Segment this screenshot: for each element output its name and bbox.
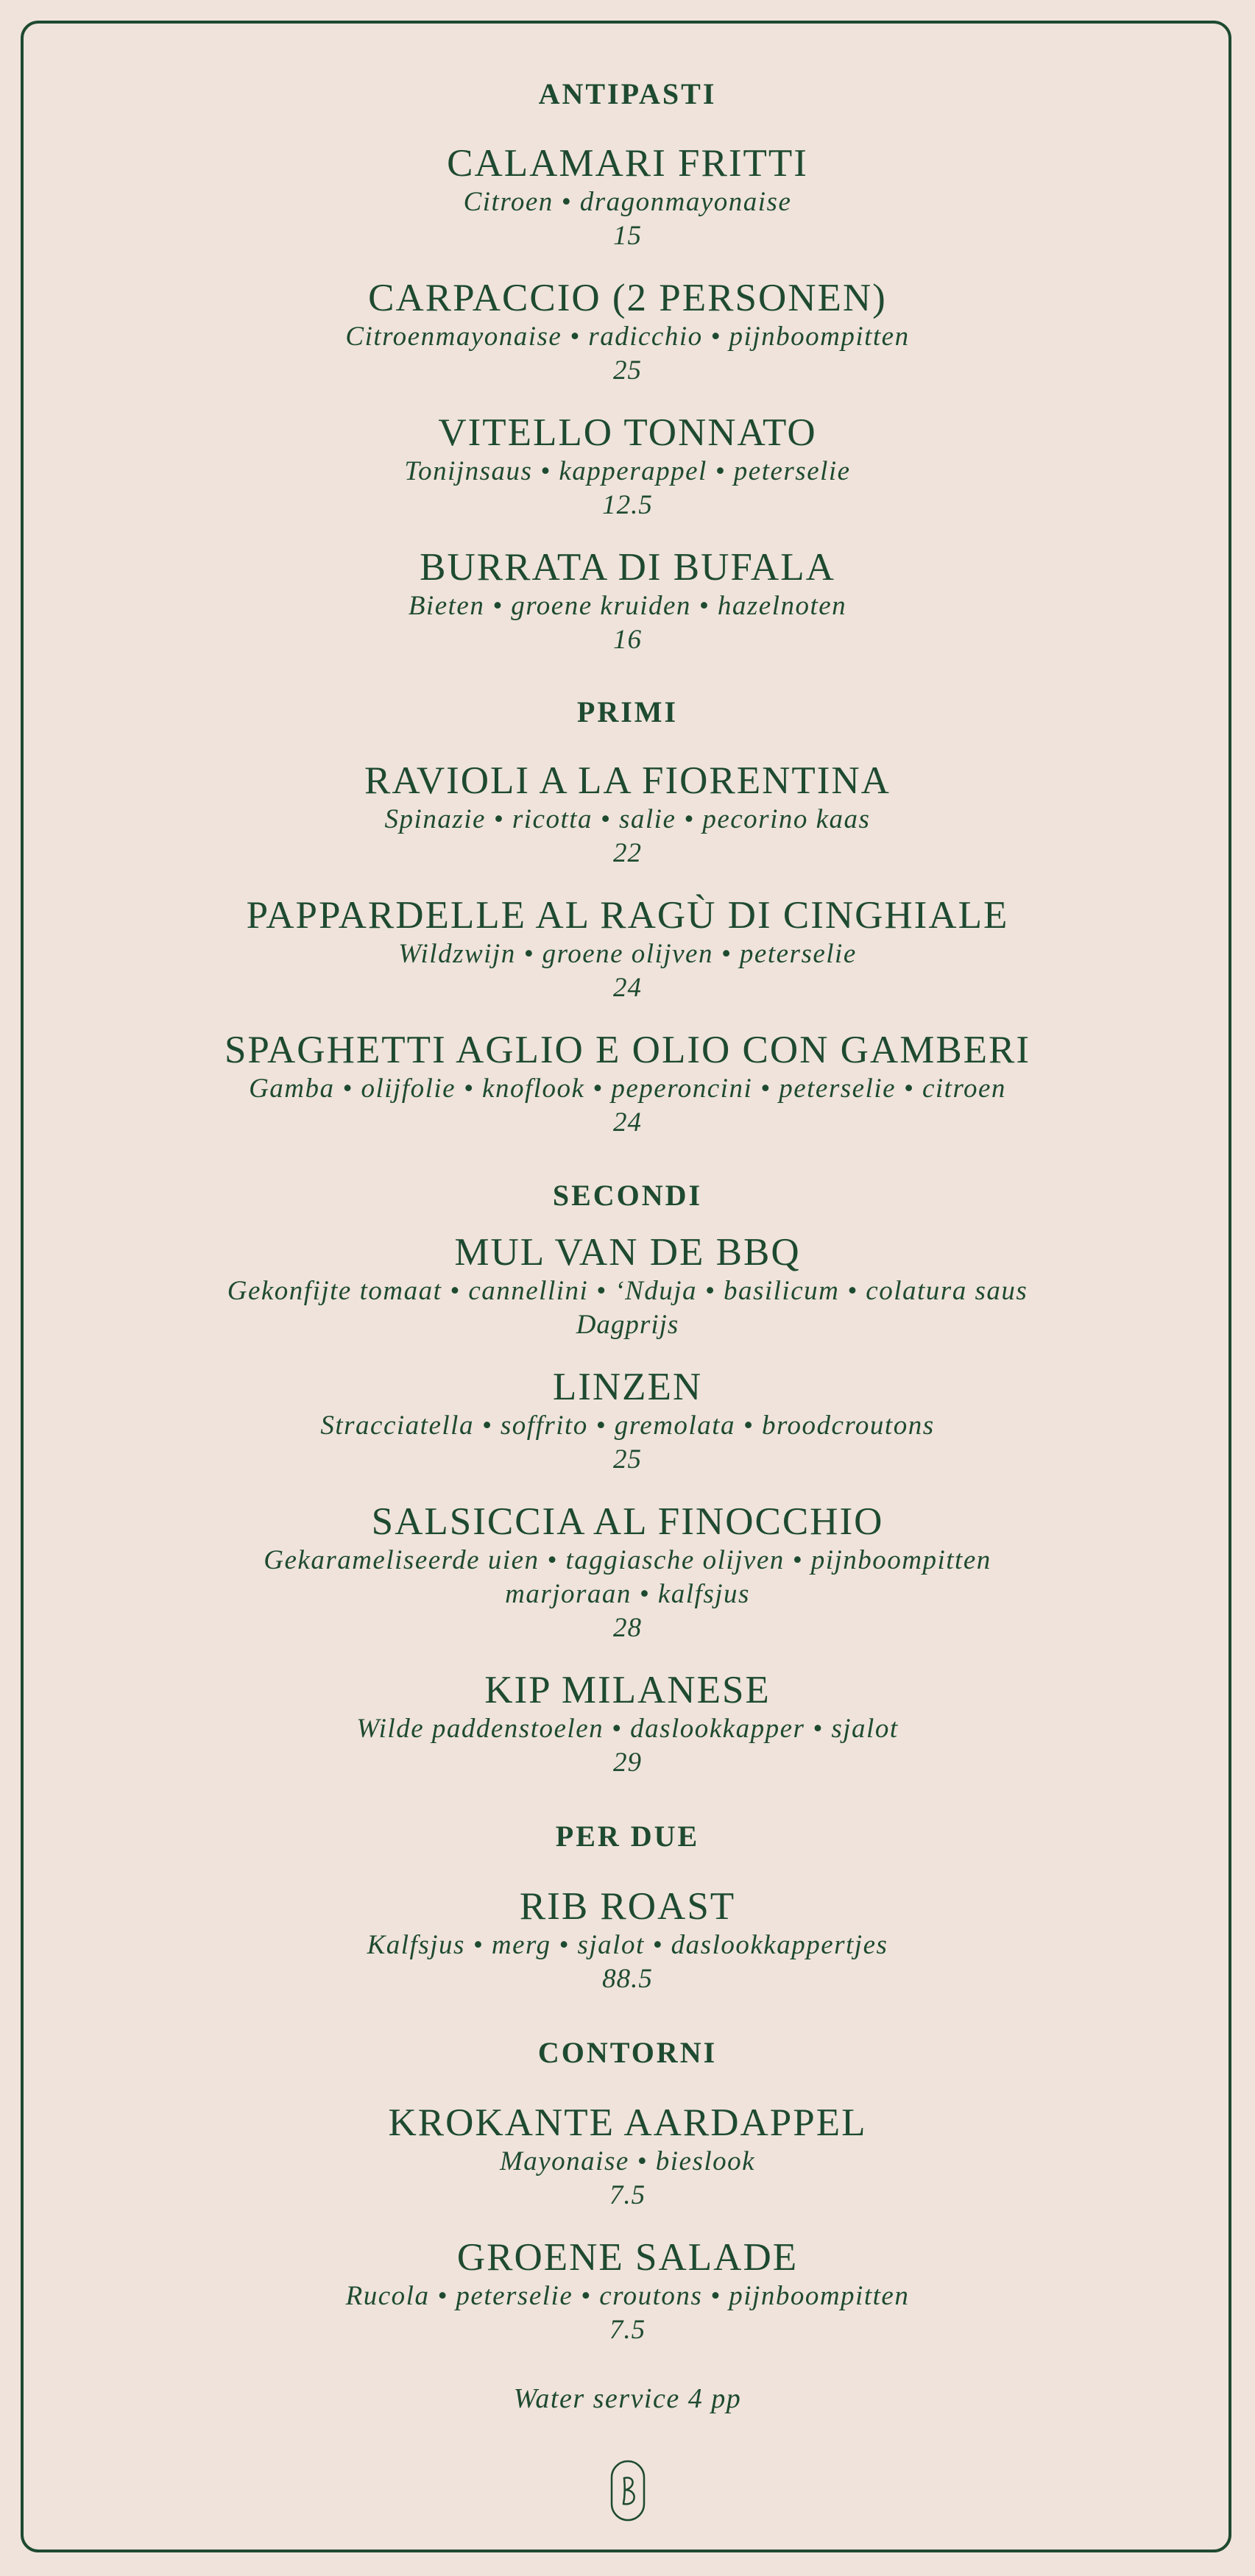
dish-price: 25 xyxy=(613,1444,642,1475)
dish-price: 16 xyxy=(613,625,642,655)
dish-price: 29 xyxy=(613,1748,642,1778)
dish-name: GROENE SALADE xyxy=(456,2236,799,2279)
dish-name: PAPPARDELLE AL RAGÙ DI CINGHIALE xyxy=(246,894,1009,937)
dish-name: BURRATA DI BUFALA xyxy=(420,546,835,589)
dish-description: Tonijnsaus • kapperappel • peterselie xyxy=(404,456,851,486)
dish-price: 28 xyxy=(613,1613,642,1643)
dish-description: Rucola • peterselie • croutons • pijnboompitten xyxy=(345,2281,910,2311)
dish-description: Gamba • olijfolie • knoflook • peperoncini • peterselie • citroen xyxy=(249,1074,1006,1104)
dish-salsiccia-al-finocchio xyxy=(0,1500,1255,1645)
dish-krokante-aardappel xyxy=(0,2101,1255,2213)
dish-name: SPAGHETTI AGLIO E OLIO CON GAMBERI xyxy=(224,1029,1031,1071)
dish-price: 7.5 xyxy=(609,2180,646,2210)
dish-description: Citroen • dragonmayonaise xyxy=(463,187,792,217)
dish-spaghetti-aglio-e-olio xyxy=(0,1028,1255,1140)
dish-linzen xyxy=(0,1365,1255,1477)
dish-name: SALSICCIA AL FINOCCHIO xyxy=(371,1500,884,1543)
dish-price: 88.5 xyxy=(602,1964,653,1994)
dish-price: 25 xyxy=(613,355,642,386)
dish-rib-roast xyxy=(0,1884,1255,1996)
dish-price: 24 xyxy=(613,973,642,1003)
dish-groene-salade xyxy=(0,2235,1255,2347)
dish-description: Wildzwijn • groene olijven • peterselie xyxy=(398,939,857,969)
dish-description: Gekarameliseerde uien • taggiasche olijven • pijnboompitten xyxy=(264,1545,991,1575)
dish-name: VITELLO TONNATO xyxy=(438,411,817,454)
dish-description: Citroenmayonaise • radicchio • pijnboompitten xyxy=(345,322,910,352)
dish-description: Stracciatella • soffrito • gremolata • broodcroutons xyxy=(320,1411,935,1441)
section-title-per-due: PER DUE xyxy=(555,1820,700,1853)
dish-description: Wilde paddenstoelen • daslookkapper • sjalot xyxy=(356,1714,899,1744)
dish-name: LINZEN xyxy=(552,1366,703,1408)
dish-price: 15 xyxy=(613,221,642,251)
dish-description: Mayonaise • bieslook xyxy=(499,2146,756,2176)
section-title-primi: PRIMI xyxy=(576,695,679,728)
dish-vitello-tonnato xyxy=(0,411,1255,522)
dish-burrata-di-bufala xyxy=(0,545,1255,657)
dish-description-line-2: marjoraan • kalfsjus xyxy=(505,1579,750,1609)
dish-name: CARPACCIO (2 PERSONEN) xyxy=(368,277,887,319)
dish-price: 12.5 xyxy=(602,490,653,520)
dish-description: Spinazie • ricotta • salie • pecorino kaas xyxy=(384,804,871,834)
dish-description: Kalfsjus • merg • sjalot • daslookkappertjes xyxy=(367,1930,888,1960)
dish-name: CALAMARI FRITTI xyxy=(447,142,808,185)
water-service-note: Water service 4 pp xyxy=(513,2383,742,2414)
dish-carpaccio xyxy=(0,276,1255,388)
b-monogram-logo-icon xyxy=(609,2459,646,2522)
dish-calamari-fritti xyxy=(0,141,1255,253)
dish-description: Bieten • groene kruiden • hazelnoten xyxy=(408,591,847,621)
dish-name: MUL VAN DE BBQ xyxy=(454,1231,801,1274)
dish-price: 24 xyxy=(613,1107,642,1138)
dish-price: 22 xyxy=(613,838,642,868)
dish-description: Gekonfijte tomaat • cannellini • ‘Nduja • basilicum • colatura saus xyxy=(227,1276,1028,1306)
dish-mul-van-de-bbq xyxy=(0,1230,1255,1342)
dish-pappardelle xyxy=(0,893,1255,1005)
section-title-antipasti: ANTIPASTI xyxy=(538,77,717,110)
dish-name: KIP MILANESE xyxy=(484,1669,771,1711)
dish-price: Dagprijs xyxy=(576,1310,679,1340)
dish-name: RAVIOLI A LA FIORENTINA xyxy=(364,759,891,802)
dish-kip-milanese xyxy=(0,1668,1255,1780)
dish-price: 7.5 xyxy=(609,2315,646,2345)
section-title-secondi: SECONDI xyxy=(552,1179,703,1212)
dish-ravioli-a-la-fiorentina xyxy=(0,759,1255,870)
dish-name: RIB ROAST xyxy=(519,1885,736,1928)
section-title-contorni: CONTORNI xyxy=(537,2036,718,2069)
dish-name: KROKANTE AARDAPPEL xyxy=(388,2101,867,2144)
